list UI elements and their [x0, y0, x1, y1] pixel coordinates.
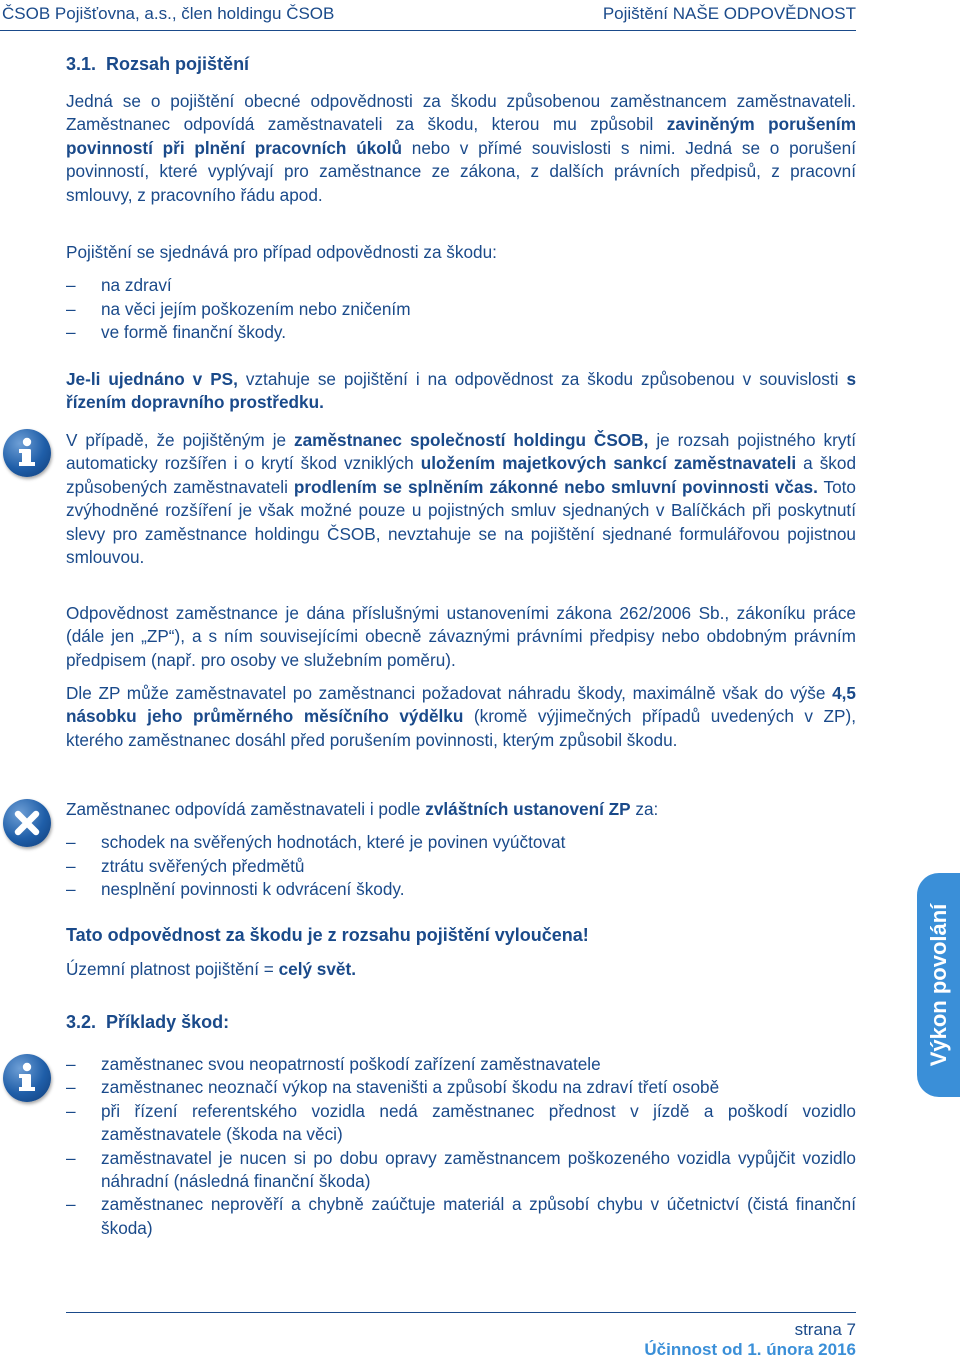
text: (kromě výjimečných případů uvedených v ZP), kterého zaměstnanec dosáhl před porušením povinnosti, kterým způsobil škodu.: [66, 706, 857, 750]
emphasis: s řízením dopravního prostředku.: [66, 369, 856, 413]
emphasis: zvláštních ustanovení ZP: [425, 799, 631, 819]
text: V případě, že pojištěným je: [66, 430, 295, 450]
text: za:: [630, 799, 659, 819]
text: a škod způsobených zaměstnavateli: [66, 453, 856, 497]
special-provisions-list: [66, 831, 856, 901]
text: Územní platnost pojištění =: [66, 959, 279, 979]
text: Dle ZP může zaměstnavatel po zaměstnanci požadovat náhradu škody, maximálně však do výše: [66, 683, 833, 703]
section-title: Rozsah pojištění: [106, 54, 250, 74]
section-heading-3-1: [66, 54, 249, 75]
list-item: – zaměstnanec neoznačí výkop na staveništi a způsobí škodu na zdraví třetí osobě: [66, 1076, 856, 1099]
info-icon: [3, 429, 51, 477]
list-item: – ve formě finanční škody.: [66, 321, 856, 344]
paragraph-legal-basis: [66, 602, 856, 672]
header-company: ČSOB Pojišťovna, a.s., člen holdingu ČSOB: [2, 4, 335, 23]
text: vztahuje se pojištění i na odpovědnost za škodu způsobenou v souvislosti: [237, 369, 847, 389]
special-provisions-block: [66, 798, 856, 902]
list-item: – ztrátu svěřených předmětů: [66, 855, 856, 878]
emphasis: prodlením se splněním zákonné nebo smluvní povinnosti včas.: [293, 476, 818, 497]
coverage-intro: Pojištění se sjednává pro případ odpovědnosti za škodu:: [66, 242, 497, 262]
page-number: strana 7: [794, 1320, 856, 1339]
list-item: – na zdraví: [66, 274, 856, 297]
section-side-tab: [917, 873, 960, 1097]
paragraph-holding-extension: [66, 429, 856, 569]
text: Jedná se o pojištění obecné odpovědnosti za škodu způsobenou zaměstnancem zaměstnavateli. Zaměstnanec odpovídá zaměstnavateli za škodu, kterou mu způsobil: [66, 91, 856, 135]
list-item: – zaměstnanec svou neopatrností poškodí zařízení zaměstnavatele: [66, 1053, 856, 1076]
list-item: – nesplnění povinnosti k odvrácení škody.: [66, 878, 856, 901]
section-number: 3.1.: [66, 54, 97, 74]
emphasis: Je-li ujednáno v PS,: [66, 369, 238, 389]
header-divider: [0, 30, 856, 31]
text: nebo v přímé souvislosti s nimi. Jedná se o porušení povinností, které vyplývají pro zaměstnance ze zákona, z dalších právních předpisů, z pracovní smlouvy, z pracovního řádu apod.: [66, 137, 856, 205]
list-item: – na věci jejím poškozením nebo zničením: [66, 298, 856, 321]
special-provisions-intro: [66, 798, 856, 821]
emphasis: zaměstnanec společností holdingu ČSOB,: [294, 430, 649, 450]
paragraph-limit: [66, 682, 856, 752]
emphasis: zaviněným porušením povinností při plnění pracovních úkolů: [66, 114, 856, 158]
page-header: [0, 2, 960, 28]
footer-divider: [66, 1312, 856, 1313]
effective-date: Účinnost od 1. února 2016: [644, 1340, 856, 1359]
text: Odpovědnost zaměstnance je dána příslušnými ustanoveními zákona 262/2006 Sb., zákoníku práce (dále jen „ZP“), a s ním souvisejícími obecně závaznými právními předpisy nebo obdobným právním předpisem (např. pro osoby ve služebním poměru).: [66, 603, 856, 670]
list-item: – zaměstnanec neprověří a chybně zaúčtuje materiál a způsobí chybu v účetnictví (čistá finanční škoda): [66, 1193, 856, 1240]
emphasis: 4,5 násobku jeho průměrného měsíčního výdělku: [66, 683, 856, 727]
text: Zaměstnanec odpovídá zaměstnavateli i podle: [66, 799, 426, 819]
section-number: 3.2.: [66, 1012, 97, 1032]
coverage-list: [66, 274, 856, 344]
section-heading-3-2: [66, 1012, 229, 1033]
side-tab-label: Výkon povolání: [925, 903, 951, 1067]
text: Toto zvýhodněné rozšíření je však možné pouze u pojistných smluv sjednaných v Balíčkách při poskytnutí slevy pro zaměstnance holdingu ČSOB, nevztahuje se na pojištění sjednané formulářovou pojistnou smlouvou.: [66, 476, 856, 568]
coverage-block: [66, 241, 856, 345]
exclusion-icon: [3, 799, 51, 847]
list-item: – schodek na svěřených hodnotách, které je povinen vyúčtovat: [66, 831, 856, 854]
section-title: Příklady škod:: [106, 1012, 230, 1032]
exclusion-statement: [66, 924, 856, 947]
paragraph-vehicle: [66, 368, 856, 415]
list-item: – při řízení referentského vozidla nedá zaměstnanec přednost v jízdě a poškodí vozidlo zaměstnavatele (škoda na věci): [66, 1100, 856, 1147]
paragraph-scope: [66, 90, 856, 207]
emphasis: uložením majetkových sankcí zaměstnavateli: [420, 453, 797, 474]
header-product: Pojištění NAŠE ODPOVĚDNOST: [602, 4, 856, 23]
info-icon: [3, 1054, 51, 1102]
emphasis: Tato odpovědnost za škodu je z rozsahu pojištění vyloučena!: [66, 925, 589, 945]
emphasis: celý svět.: [278, 959, 356, 979]
examples-list: [66, 1053, 856, 1240]
territorial-validity: [66, 958, 856, 981]
text: je rozsah pojistného krytí automaticky rozšířen i o krytí škod vzniklých: [66, 430, 856, 474]
list-item: – zaměstnavatel je nucen si po dobu opravy zaměstnancem poškozeného vozidla vypůjčit vozidlo náhradní (následná finanční škoda): [66, 1147, 856, 1194]
